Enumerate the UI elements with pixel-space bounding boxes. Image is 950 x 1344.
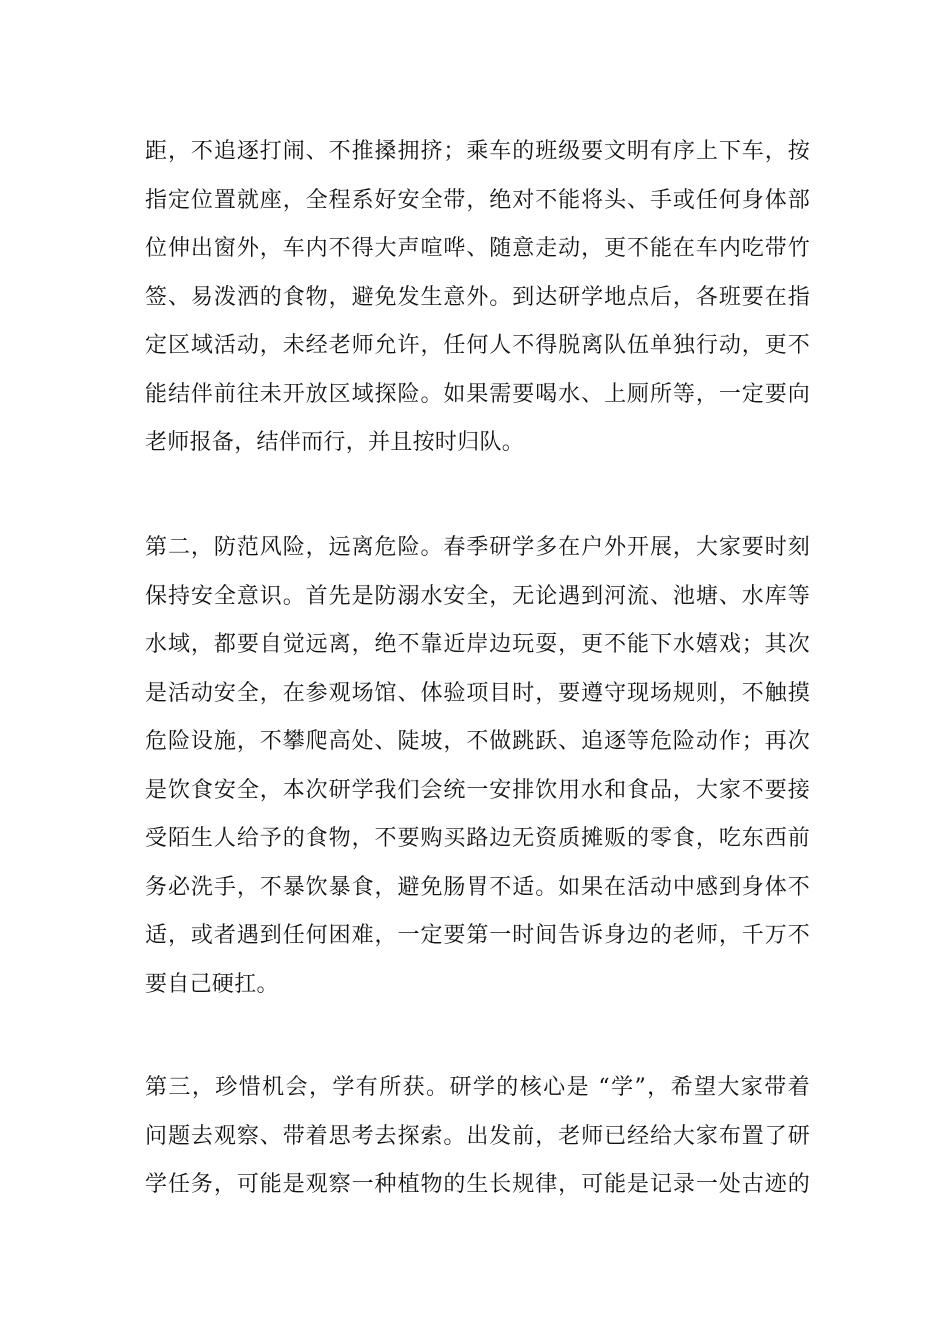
text-line: 位伸出窗外，车内不得大声喧哗、随意走动，更不能在车内吃带竹 [145,236,810,261]
text-line: 能结伴前往未开放区域探险。如果需要喝水、上厕所等，一定要向 [145,381,810,407]
text-line: 水域，都要自觉远离，绝不靠近岸边玩耍，更不能下水嬉戏；其次 [145,632,810,657]
text-line: 指定位置就座，全程系好安全带，绝对不能将头、手或任何身体部 [145,187,810,213]
paragraph-learning-opportunity [145,1064,810,1210]
text-line: 问题去观察、带着思考去探索。出发前，老师已经给大家布置了研 [145,1123,810,1149]
paragraph-travel-safety [145,128,810,468]
text-line: 老师报备，结伴而行，并且按时归队。 [145,430,525,455]
text-line: 签、易泼洒的食物，避免发生意外。到达研学地点后，各班要在指 [145,284,810,310]
text-line: 适，或者遇到任何困难，一定要第一时间告诉身边的老师，千万不 [145,923,810,948]
text-line: 定区域活动，未经老师允许，任何人不得脱离队伍单独行动，更不 [145,333,810,358]
text-line: 务必洗手，不暴饮暴食，避免肠胃不适。如果在活动中感到身体不 [145,874,810,900]
text-line: 要自己硬扛。 [145,971,279,997]
text-line: 受陌生人给予的食物，不要购买路边无资质摊贩的零食，吃东西前 [145,826,810,851]
text-line: 第三，珍惜机会，学有所获。研学的核心是 “学”，希望大家带着 [145,1075,810,1100]
text-line: 是活动安全，在参观场馆、体验项目时，要遵守现场规则，不触摸 [145,680,810,706]
text-line: 危险设施，不攀爬高处、陡坡，不做跳跃、追逐等危险动作；再次 [145,729,810,754]
text-line: 学任务，可能是观察一种植物的生长规律，可能是记录一处古迹的 [145,1172,810,1197]
text-line: 是饮食安全，本次研学我们会统一安排饮用水和食品，大家不要接 [145,777,810,803]
text-line: 第二，防范风险，远离危险。春季研学多在户外开展，大家要时刻 [145,535,810,560]
text-line: 距，不追逐打闹、不推搡拥挤；乘车的班级要文明有序上下车，按 [145,139,810,164]
paragraph-risk-prevention [145,524,810,1009]
text-line: 保持安全意识。首先是防溺水安全，无论遇到河流、池塘、水库等 [145,583,810,609]
